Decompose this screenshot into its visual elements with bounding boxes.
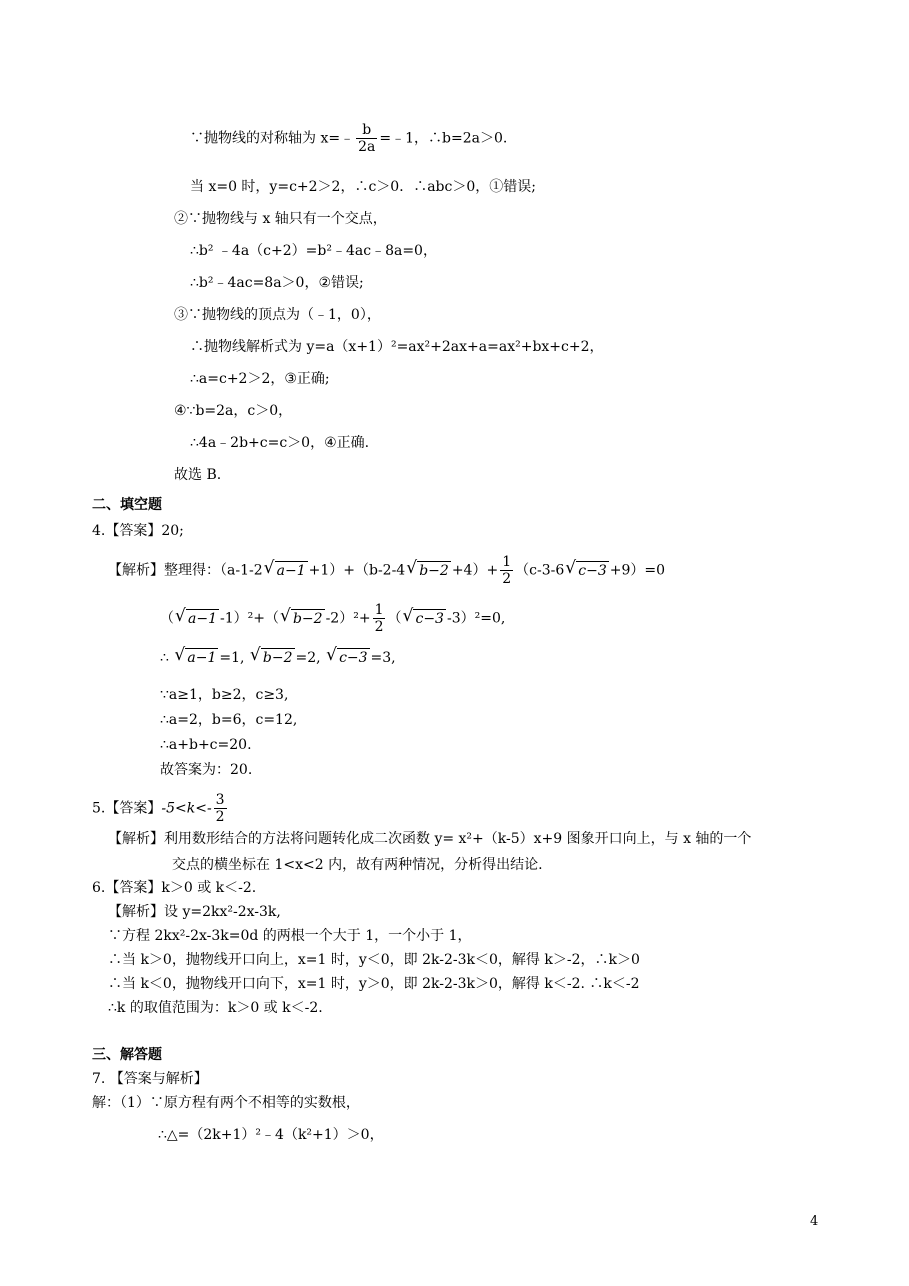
fraction-three-halves: $\frac{3}{2}$ — [215, 792, 225, 825]
q5-analysis-line-2: 交点的横坐标在 1<x<2 内，故有两种情况，分析得出结论. — [172, 857, 543, 873]
sol-line-2: 当 x=0 时，y=c+2＞2，∴c＞0．∴abc＞0，①错误; — [190, 179, 536, 195]
sqrt-b-minus-2: √ b−2 — [249, 645, 293, 666]
q6-analysis-line-4: ∴当 k＜0，抛物线开口向下，x=1 时，y＞0，即 2k-2-3k＞0，解得 k＜-2. ∴k＜-2 — [108, 976, 640, 992]
q4-analysis-line-7: 故答案为：20. — [160, 762, 253, 778]
sol-line-4: ∴b² ﹣4a（c+2）=b²﹣4ac﹣8a=0， — [190, 243, 437, 259]
q4-answer: 4.【答案】20; — [92, 523, 184, 539]
sqrt-c-minus-3: √ c−3 — [565, 557, 607, 579]
sqrt-c-minus-3: √ c−3 — [402, 605, 444, 627]
sqrt-b-minus-2: √ b−2 — [279, 605, 323, 627]
q7-line-2: ∴△=（2k+1）²﹣4（k²+1）＞0， — [158, 1127, 384, 1143]
sol-line-7: ∴抛物线解析式为 y=a（x+1）²=ax²+2ax+a=ax²+bx+c+2， — [190, 339, 604, 355]
fraction-b-over-2a: $\frac{b}{2a}$ — [358, 122, 376, 155]
q6-analysis-line-1: 【解析】设 y=2kx²-2x-3k, — [108, 904, 281, 920]
q7-line-1: 解：（1）∵原方程有两个不相等的实数根， — [92, 1095, 360, 1111]
sol-line-11: 故选 B. — [174, 467, 222, 483]
sqrt-a-minus-1: √ a−1 — [174, 645, 217, 666]
sqrt-c-minus-3: √ c−3 — [326, 645, 368, 666]
sol-line-8: ∴a=c+2＞2，③正确; — [190, 371, 330, 387]
sqrt-a-minus-1: √ a−1 — [175, 605, 217, 627]
q4-analysis-line-6: ∴a+b+c=20. — [160, 737, 252, 753]
sol-line-3: ②∵抛物线与 x 轴只有一个交点， — [174, 211, 387, 227]
q6-answer: 6.【答案】k＞0 或 k＜-2. — [92, 880, 257, 896]
q6-analysis-line-3: ∴当 k＞0，抛物线开口向上，x=1 时，y＜0，即 2k-2-3k＜0，解得 k＞-2，∴k＞0 — [108, 952, 640, 968]
q5-analysis-line-1: 【解析】利用数形结合的方法将问题转化成二次函数 y= x²+（k-5）x+9 图象开口向上，与 x 轴的一个 — [108, 831, 752, 847]
page-number: 4 — [810, 1214, 819, 1229]
q4-analysis-line-5: ∴a=2，b=6，c=12, — [160, 712, 298, 728]
q4-analysis-line-3: ∴ √ a−1 =1, √ b−2 =2, √ c−3 =3, — [160, 645, 396, 666]
fraction-one-half: $\frac{1}{2}$ — [502, 554, 512, 587]
q6-analysis-line-2: ∵方程 2kx²-2x-3k=0d 的两根一个大于 1，一个小于 1， — [108, 928, 472, 944]
q6-analysis-line-5: ∴k 的取值范围为：k＞0 或 k＜-2. — [108, 1000, 323, 1016]
sol-line-9: ④∵b=2a，c＞0， — [174, 403, 293, 419]
sqrt-b-minus-2: √ b−2 — [406, 557, 449, 579]
q5-answer: 5.【答案】-5<k<- $\frac{3}{2}$ — [92, 792, 225, 825]
sol-line-10: ∴4a﹣2b+c=c＞0，④正确. — [190, 435, 370, 451]
q4-analysis-line-2: （ √ a−1 -1）²+（ √ b−2 -2）²+ $\frac{1}{2}$ （ √ c−3 -3）²=0, — [160, 602, 506, 635]
section-heading-fill-in: 二、填空题 — [92, 497, 162, 513]
sqrt-a-minus-1: √ a−1 — [263, 557, 306, 579]
fraction-one-half: $\frac{1}{2}$ — [374, 602, 384, 635]
sol-line-6: ③∵抛物线的顶点为（﹣1，0）， — [174, 307, 381, 323]
sol-line-1: ∵抛物线的对称轴为 x=﹣ $\frac{b}{2a}$ =﹣1，∴b=2a＞0. — [190, 122, 508, 155]
sol-line-5: ∴b²﹣4ac=8a＞0，②错误; — [190, 275, 364, 291]
q7-label: 7. 【答案与解析】 — [92, 1071, 208, 1087]
q4-analysis-line-1: 【解析】整理得：（a-1-2 √ a−1 +1）+（b-2-4 √ b−2 +4）+ $\frac{1}{2}$ （c-3-6 √ c−3 +9）=0 — [108, 554, 666, 587]
q4-analysis-line-4: ∵a≥1，b≥2，c≥3, — [160, 687, 289, 703]
section-heading-solutions: 三、解答题 — [92, 1047, 162, 1063]
